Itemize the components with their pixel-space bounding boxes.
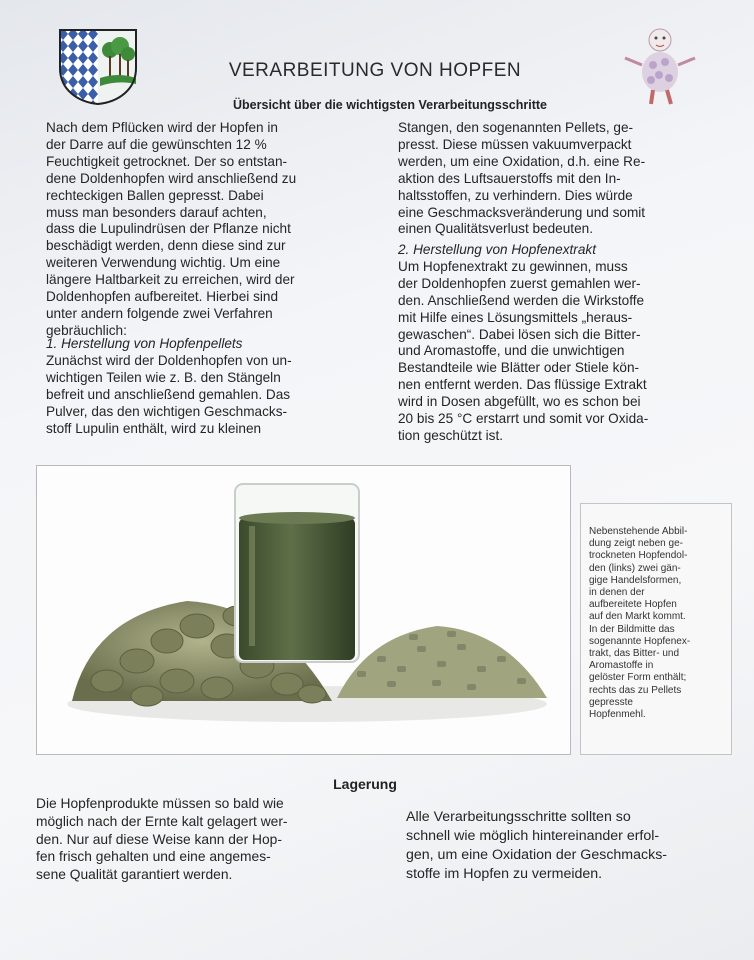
text-line: sene Qualität garantiert werden. — [36, 867, 233, 883]
text-line: Pulver, das den wichtigen Geschmacks- — [46, 403, 288, 419]
caption-line: Aromastoffe in — [589, 660, 654, 672]
text-line: fen frisch gehalten und eine angemes- — [36, 849, 271, 865]
caption-line: den (links) zwei gän- — [589, 562, 681, 574]
section-title: 1. Herstellung von Hopfenpellets — [46, 336, 243, 351]
text-line: gebräuchlich: — [46, 322, 127, 338]
text-line: gewaschen“. Dabei lösen sich die Bitter- — [398, 326, 641, 342]
text-line: weiteren Verwendung wichtig. Um eine — [46, 255, 281, 271]
section-title: 2. Herstellung von Hopfenextrakt — [398, 242, 596, 257]
hop-products-photo — [36, 465, 571, 755]
text-line: aktion des Luftsauerstoffs mit den In- — [398, 170, 621, 186]
text-line: und Aromastoffe, und die unwichtigen — [398, 343, 625, 359]
text-line: längere Haltbarkeit zu erreichen, wird der — [46, 272, 295, 288]
caption-line: aufbereitete Hopfen — [589, 599, 677, 611]
text-line: einen Qualitätsverlust bedeuten. — [398, 221, 593, 237]
text-line: eine Geschmacksveränderung und somit — [398, 204, 646, 220]
page-subtitle: Übersicht über die wichtigsten Verarbeitungsschritte — [233, 98, 547, 112]
text-line: möglich nach der Ernte kalt gelagert wer- — [36, 813, 288, 829]
text-line: Die Hopfenprodukte müssen so bald wie — [36, 796, 284, 811]
caption-line: auf den Markt kommt. — [589, 611, 686, 623]
caption-line: In der Bildmitte das — [589, 623, 675, 635]
text-line: tion geschützt ist. — [398, 427, 504, 443]
caption-line: gige Handelsformen, — [589, 574, 682, 586]
text-line: befreit und anschließend gemahlen. Das — [46, 386, 291, 402]
text-line: gen, um eine Oxidation der Geschmacks- — [406, 847, 668, 863]
text-line: haltsstoffen, zu verhindern. Dies würde — [398, 187, 633, 203]
text-line: 20 bis 25 °C erstarrt und somit vor Oxida- — [398, 411, 649, 427]
text-line: mit Hilfe eines Lösungsmittels „heraus- — [398, 309, 633, 325]
text-line: presst. Diese müssen vakuumverpackt — [398, 136, 632, 152]
coat-of-arms-icon — [58, 28, 138, 106]
text-line: den. Nur auf diese Weise kann der Hop- — [36, 831, 282, 847]
caption-line: trakt, das Bitter- und — [589, 648, 680, 660]
caption-line: in denen der — [589, 587, 645, 599]
text-line: den. Anschließend werden die Wirkstoffe — [398, 292, 645, 308]
text-line: nen entfernt werden. Das flüssige Extrakt — [398, 377, 647, 393]
page-title: VERARBEITUNG VON HOPFEN — [228, 60, 522, 81]
text-line: stoffe im Hopfen zu vermeiden. — [406, 866, 603, 882]
section-extract — [398, 242, 708, 445]
lagerung-left-text — [36, 795, 358, 884]
section-pellets — [46, 336, 352, 437]
intro-text — [46, 120, 352, 340]
hop-products-illustration — [37, 466, 570, 754]
text-line: wichtigen Teilen wie z. B. den Stängeln — [46, 369, 281, 385]
caption-line: dung zeigt neben ge- — [589, 538, 683, 550]
caption-line: trockneten Hopfendol- — [589, 550, 688, 562]
hop-mascot-drawing — [615, 20, 705, 110]
text-line: schnell wie möglich hintereinander erfol- — [406, 828, 660, 844]
text-line: stoff Lupulin enthält, wird zu kleinen — [46, 420, 262, 436]
text-line: werden, um eine Oxidation, d.h. eine Re- — [398, 153, 646, 169]
text-line: Bestandteile wie Blätter oder Stiele kön- — [398, 360, 640, 376]
caption-line: gelöster Form enthält; — [589, 672, 687, 684]
text-line: beschädigt werden, denn diese sind zur — [46, 238, 286, 254]
text-line: muss man besonders darauf achten, — [46, 204, 267, 220]
pellets-continued-text — [398, 120, 708, 238]
text-line: Nach dem Pflücken wird der Hopfen in — [46, 120, 278, 135]
lagerung-heading: Lagerung — [333, 776, 397, 792]
text-line: dene Doldenhopfen wird anschließend zu — [46, 170, 297, 186]
text-line: Doldenhopfen aufbereitet. Hierbei sind — [46, 289, 279, 305]
text-line: Stangen, den sogenannten Pellets, ge- — [398, 120, 634, 135]
text-line: dass die Lupulindrüsen der Pflanze nicht — [46, 221, 291, 237]
text-line: unter andern folgende zwei Verfahren — [46, 305, 273, 321]
text-line: der Doldenhopfen zuerst gemahlen wer- — [398, 275, 641, 291]
caption-line: Hopfenmehl. — [589, 709, 646, 721]
caption-line: rechts das zu Pellets — [589, 684, 682, 696]
text-line: Zunächst wird der Doldenhopfen von un- — [46, 352, 292, 368]
lagerung-right-text — [406, 808, 746, 884]
text-line: Alle Verarbeitungsschritte sollten so — [406, 809, 631, 825]
text-line: der Darre auf die gewünschten 12 % — [46, 136, 267, 152]
caption-line: gepresste — [589, 696, 633, 708]
text-line: rechteckigen Ballen gepresst. Dabei — [46, 187, 264, 203]
caption-line: sogenannte Hopfenex- — [589, 635, 691, 647]
text-line: Um Hopfenextrakt zu gewinnen, muss — [398, 258, 628, 274]
text-line: wird in Dosen abgefüllt, wo es schon bei — [398, 394, 641, 410]
text-line: Feuchtigkeit getrocknet. Der so entstan- — [46, 153, 288, 169]
photo-caption — [580, 503, 732, 755]
caption-line: Nebenstehende Abbil- — [589, 526, 688, 537]
